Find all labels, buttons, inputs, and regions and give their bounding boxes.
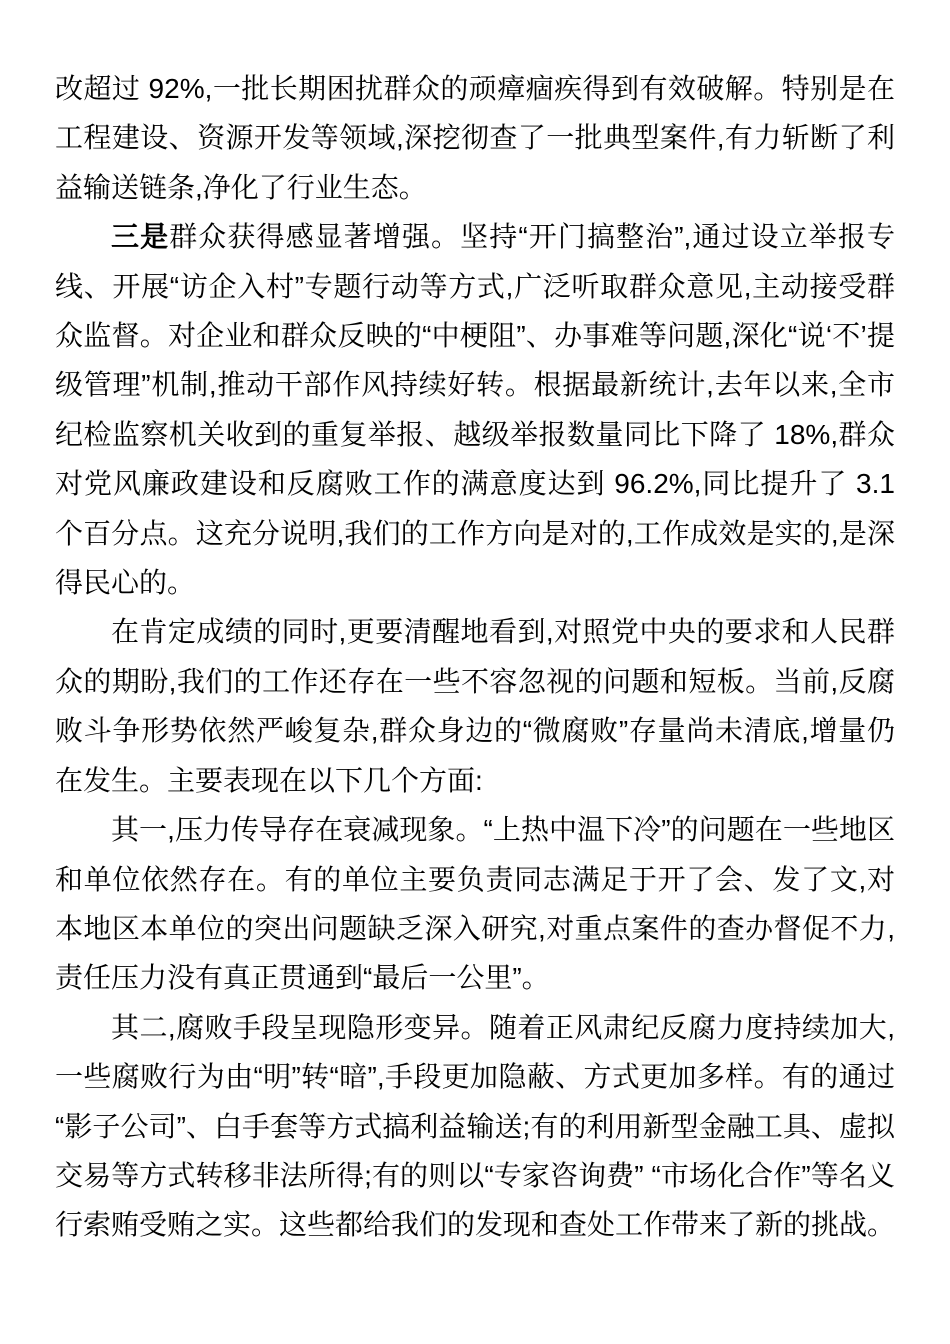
paragraph	[55, 1003, 895, 1250]
paragraph-text: 群众获得感显著增强。坚持“开门搞整治”,通过设立举报专线、开展“访企入村”专题行动等方式,广泛听取群众意见,主动接受群众监督。对企业和群众反映的“中梗阻”、办事难等问题,深化“说‘不’提级管理”机制,推动干部作风持续好转。根据最新统计,去年以来,全市纪检监察机关收到的重复举报、越级举报数量同比下降了 18%,群众对党风廉政建设和反腐败工作的满意度达到 96.2%,同比提升了 3.1 个百分点。这充分说明,我们的工作方向是对的,工作成效是实的,是深得民心的。	[55, 221, 895, 599]
paragraph-bold-lead: 三是	[111, 221, 170, 253]
paragraph-text: 在肯定成绩的同时,更要清醒地看到,对照党中央的要求和人民群众的期盼,我们的工作还存在一些不容忽视的问题和短板。当前,反腐败斗争形势依然严峻复杂,群众身边的“微腐败”存量尚未清底,增量仍在发生。主要表现在以下几个方面:	[55, 616, 895, 796]
paragraph	[55, 64, 895, 212]
paragraph-text: 其二,腐败手段呈现隐形变异。随着正风肃纪反腐力度持续加大,一些腐败行为由“明”转“暗”,手段更加隐蔽、方式更加多样。有的通过“影子公司”、白手套等方式搞利益输送;有的利用新型金融工具、虚拟交易等方式转移非法所得;有的则以“专家咨询费” “市场化合作”等名义行索贿受贿之实。这些都给我们的发现和查处工作带来了新的挑战。	[55, 1011, 896, 1241]
paragraph	[55, 607, 895, 805]
paragraph-text: 改超过 92%,一批长期困扰群众的顽瘴痼疾得到有效破解。特别是在工程建设、资源开发等领域,深挖彻查了一批典型案件,有力斩断了利益输送链条,净化了行业生态。	[55, 73, 895, 203]
paragraph	[55, 805, 895, 1003]
paragraph	[55, 212, 895, 607]
paragraph-text: 其一,压力传导存在衰减现象。“上热中温下冷”的问题在一些地区和单位依然存在。有的单位主要负责同志满足于开了会、发了文,对本地区本单位的突出问题缺乏深入研究,对重点案件的查办督促不力,责任压力没有真正贯通到“最后一公里”。	[55, 814, 895, 994]
